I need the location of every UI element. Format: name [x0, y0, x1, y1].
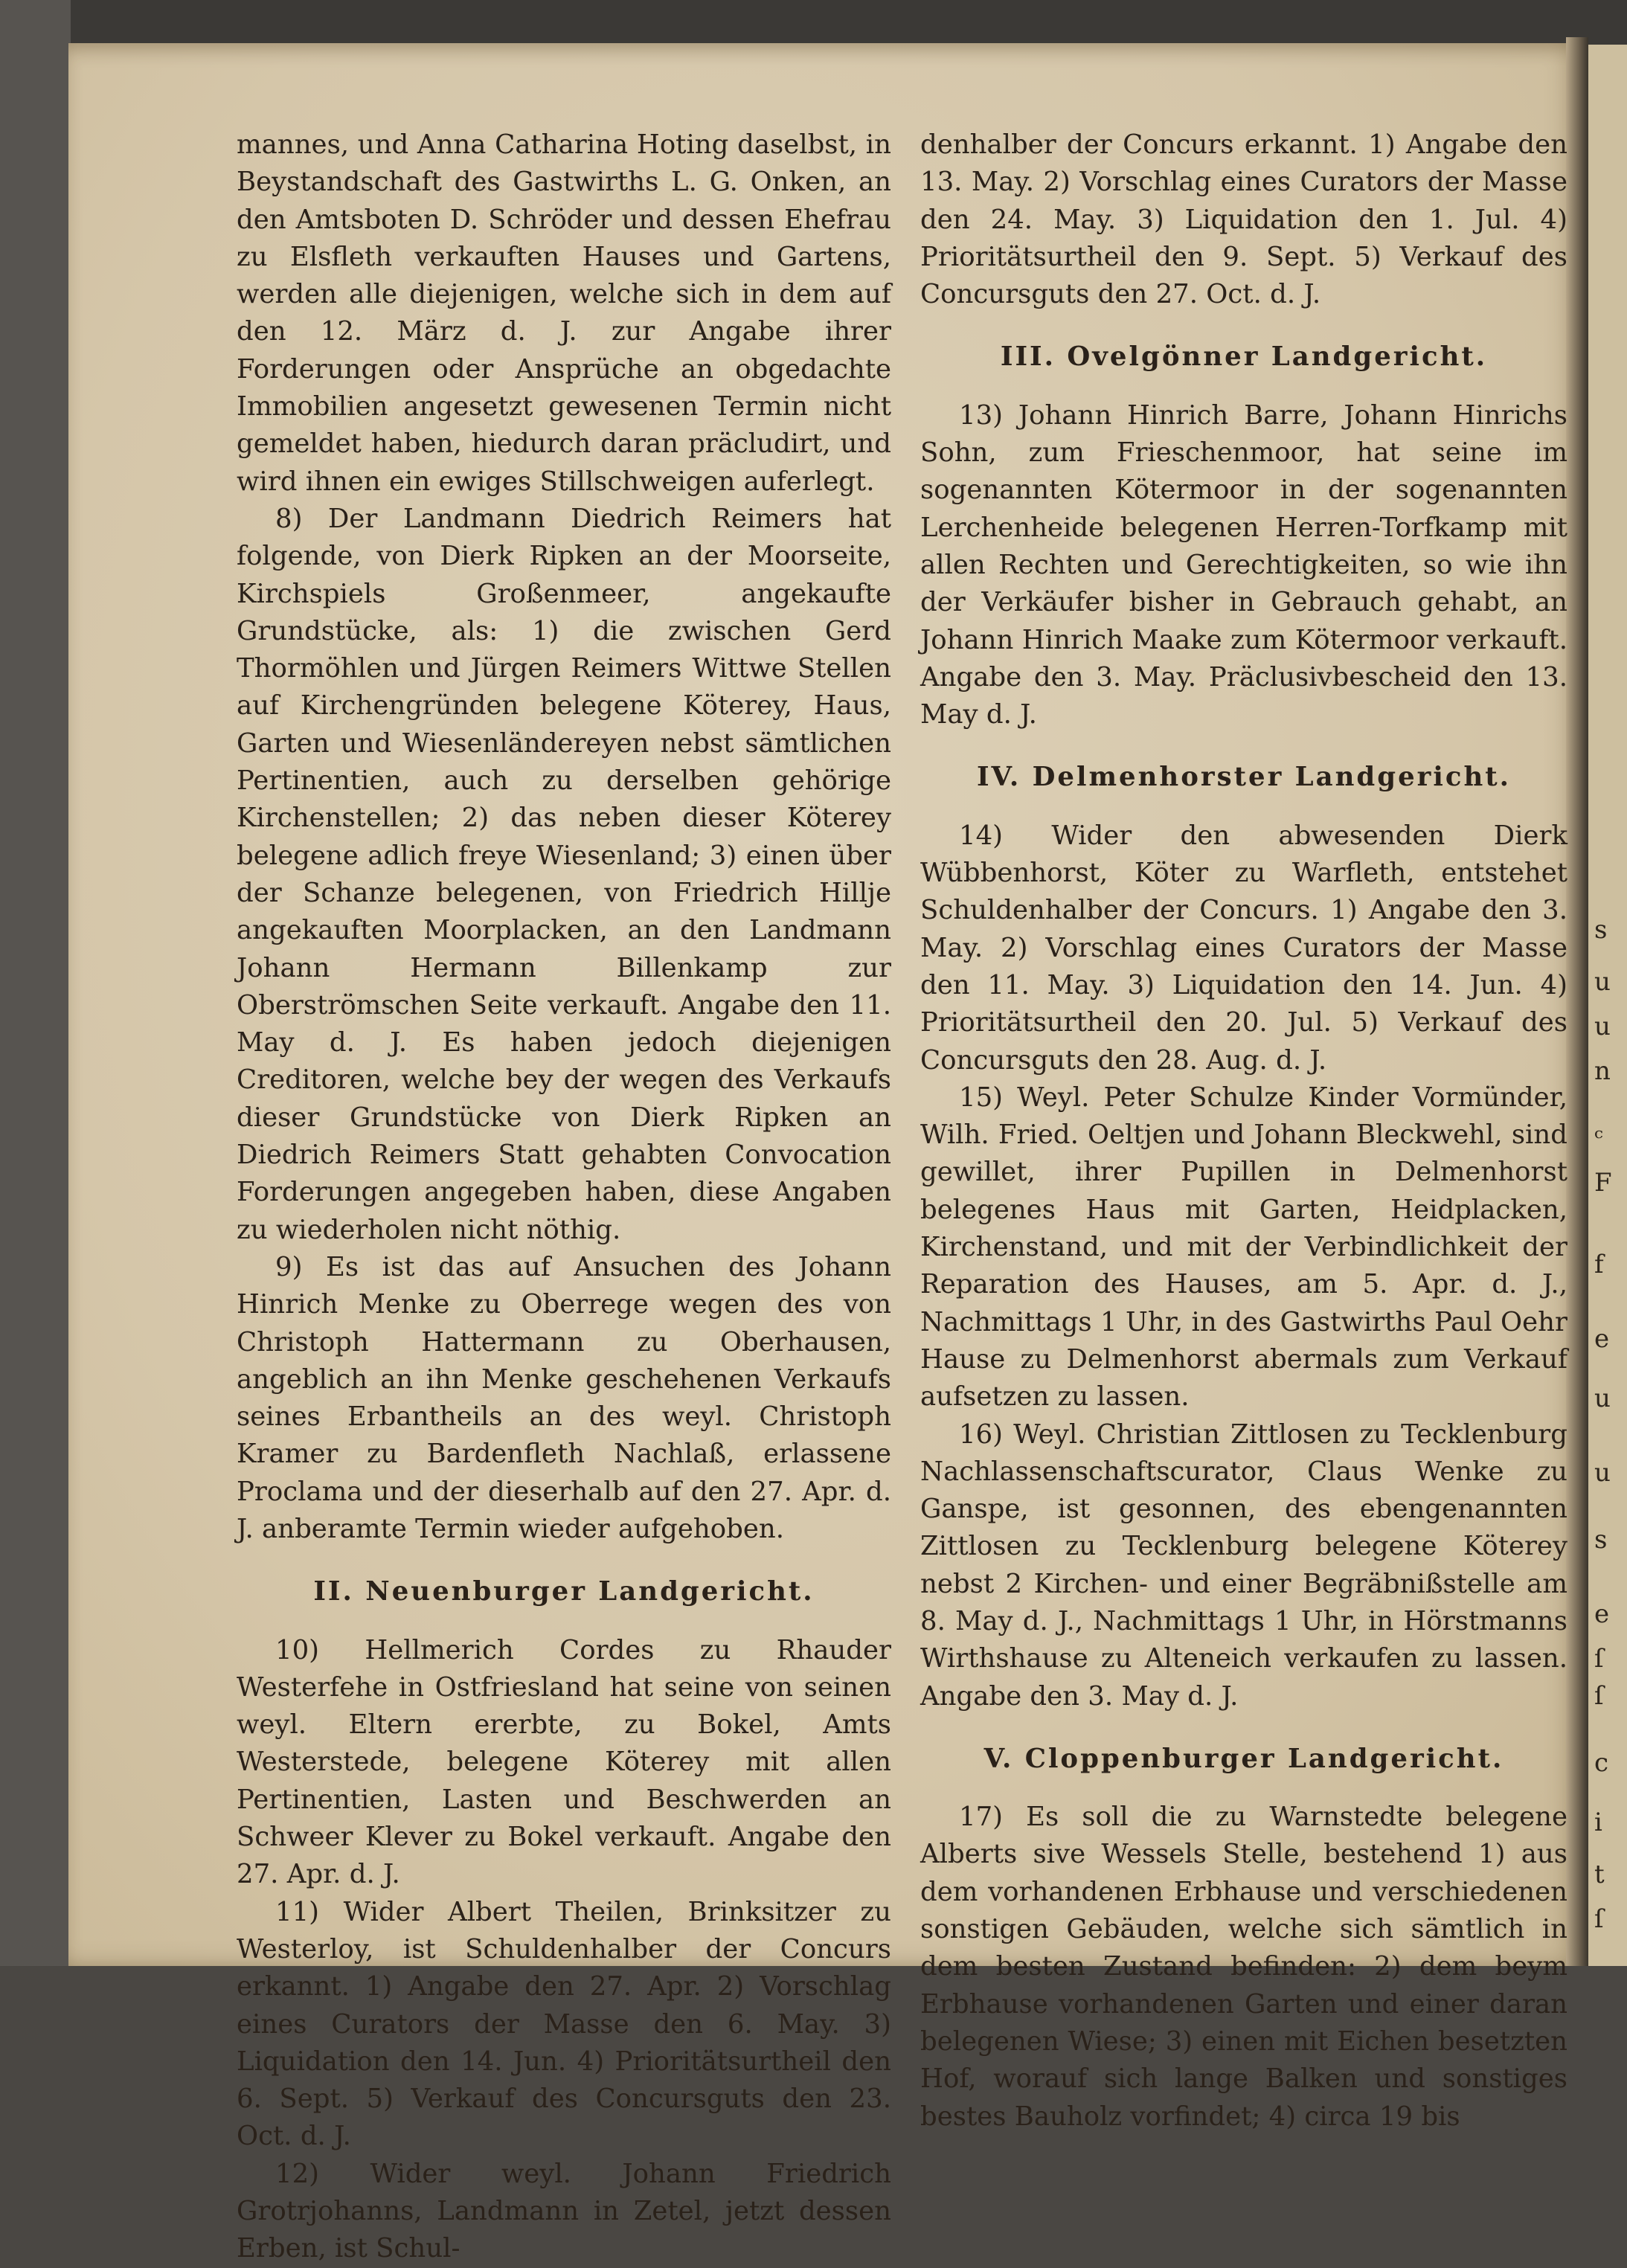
- paragraph-11: 11) Wider Albert Theilen, Brinksitzer zu Westerloy, ist Schuldenhalber der Concurs erkannt. 1) Angabe den 27. Apr. 2) Vorschlag eines Curators der Masse den 6. May. 3) Liquidation den 14. Jun. 4) Prioritätsurtheil den 6. Sept. 5) Verkauf des Concursguts den 23. Oct. d. J.: [237, 1896, 891, 2152]
- paragraph-continuation: mannes, und Anna Catharina Hoting daselbst, in Beystandschaft des Gastwirths L. G. Onken, an den Amtsboten D. Schröder und dessen Ehefrau zu Elsfleth verkauften Hauses und Gartens, werden alle diejenigen, welche sich in dem auf den 12. März d. J. zur Angabe ihrer Forderungen oder Ansprüche an obgedachte Immobilien angesetzt gewesenen Termin nicht gemeldet haben, hiedurch daran präcludirt, und wird ihnen ein ewiges Stillschweigen auferlegt.: [237, 129, 891, 497]
- next-page-char: ſ: [1594, 1904, 1604, 1934]
- section-heading-neuenburger: II. Neuenburger Landgericht.: [313, 1576, 815, 1607]
- next-page-char: i: [1594, 1808, 1602, 1837]
- next-page-edge: [1588, 45, 1627, 1966]
- next-page-char: F: [1594, 1168, 1612, 1198]
- book-gutter: [1566, 37, 1588, 1966]
- scanner-background-left: [0, 0, 71, 1966]
- right-text-column: [920, 126, 1567, 2136]
- paragraph-9: 9) Es ist das auf Ansuchen des Johann Hinrich Menke zu Oberrege wegen des von Christoph Hattermann zu Oberhausen, angeblich an ihn Menke geschehenen Verkaufs seines Erbantheils an des weyl. Christoph Kramer zu Bardenfleth Nachlaß, erlassene Proclama und der dieserhalb auf den 27. Apr. d. J. anberamte Termin wieder aufgehoben.: [237, 1251, 891, 1544]
- next-page-char: t: [1594, 1860, 1605, 1889]
- next-page-char: ſ: [1594, 1644, 1604, 1674]
- paragraph-14: 14) Wider den abwesenden Dierk Wübbenhorst, Köter zu Warfleth, entstehet Schuldenhalber der Concurs. 1) Angabe den 3. May. 2) Vorschlag eines Curators der Masse den 11. May. 3) Liquidation den 14. Jun. 4) Prioritätsurtheil den 20. Jul. 5) Verkauf des Concursguts den 28. Aug. d. J.: [920, 820, 1567, 1076]
- next-page-char: u: [1594, 1012, 1611, 1041]
- next-page-char: ſ: [1594, 1681, 1604, 1711]
- next-page-char: s: [1594, 915, 1608, 945]
- next-page-char: f: [1594, 1250, 1604, 1279]
- next-page-char: ᶜ: [1594, 1123, 1603, 1153]
- scanner-background-top: [0, 0, 1627, 45]
- paragraph-13: 13) Johann Hinrich Barre, Johann Hinrichs Sohn, zum Frieschenmoor, hat seine im sogenannten Kötermoor in der sogenannten Lerchenheide belegenen Herren-Torfkamp mit allen Rechten und Gerechtigkeiten, so wie ihn der Verkäufer bisher in Gebrauch gehabt, an Johann Hinrich Maake zum Kötermoor verkauft. Angabe den 3. May. Präclusivbescheid den 13. May d. J.: [920, 399, 1567, 730]
- paragraph-16: 16) Weyl. Christian Zittlosen zu Tecklenburg Nachlassenschaftscurator, Claus Wenke zu Ganspe, ist gesonnen, des ebengenannten Zittlosen zu Tecklenburg belegene Köterey nebst 2 Kirchen- und einer Begräbnißstelle am 8. May d. J., Nachmittags 1 Uhr, in Hörstmanns Wirthshause zu Alteneich verkaufen zu lassen. Angabe den 3. May d. J.: [920, 1419, 1567, 1712]
- left-text-column: [237, 126, 891, 2268]
- section-heading-ovelgoenner: III. Ovelgönner Landgericht.: [1000, 341, 1488, 373]
- section-heading-delmenhorster: IV. Delmenhorster Landgericht.: [976, 762, 1512, 793]
- next-page-char: u: [1594, 1384, 1611, 1413]
- paragraph-15: 15) Weyl. Peter Schulze Kinder Vormünder, Wilh. Fried. Oeltjen und Johann Bleckwehl, sind gewillet, ihrer Pupillen in Delmenhorst belegenes Haus mit Garten, Heidplacken, Kirchenstand, und mit der Verbindlichkeit der Reparation des Hauses, am 5. Apr. d. J., Nachmittags 1 Uhr, in des Gastwirths Paul Oehr Hause zu Delmenhorst abermals zum Verkauf aufsetzen zu lassen.: [920, 1082, 1567, 1413]
- paragraph-10: 10) Hellmerich Cordes zu Rhauder Westerfehe in Ostfriesland hat seine von seinen weyl. Eltern ererbte, zu Bokel, Amts Westerstede, belegene Köterey mit allen Pertinentien, Lasten und Beschwerden an Schweer Klever zu Bokel verkauft. Angabe den 27. Apr. d. J.: [237, 1634, 891, 1890]
- section-heading-cloppenburger: V. Cloppenburger Landgericht.: [983, 1743, 1504, 1774]
- next-page-char: c: [1594, 1748, 1609, 1778]
- next-page-char: s: [1594, 1525, 1608, 1555]
- next-page-char: u: [1594, 1458, 1611, 1488]
- paragraph-12: 12) Wider weyl. Johann Friedrich Grotrjohanns, Landmann in Zetel, jetzt dessen Erben, ist Schul-: [237, 2158, 891, 2264]
- next-page-char: u: [1594, 967, 1611, 997]
- paragraph-17: 17) Es soll die zu Warnstedte belegene Alberts sive Wessels Stelle, bestehend 1) aus dem vorhandenen Erbhause und verschiedenen sonstigen Gebäuden, welche sich sämtlich in dem besten Zustand befinden: 2) dem beym Erbhause vorhandenen Garten und einer daran belegenen Wiese; 3) einen mit Eichen besetzten Hof, worauf sich lange Balken und sonstiges bestes Bauholz vorfindet; 4) circa 19 bis: [920, 1802, 1567, 2132]
- next-page-char: e: [1594, 1324, 1610, 1354]
- paragraph-8: 8) Der Landmann Diedrich Reimers hat folgende, von Dierk Ripken an der Moorseite, Kirchspiels Großenmeer, angekaufte Grundstücke, als: 1) die zwischen Gerd Thormöhlen und Jürgen Reimers Wittwe Stellen auf Kirchengründen belegene Köterey, Haus, Garten und Wiesenländereyen nebst sämtlichen Pertinentien, auch zu derselben gehörige Kirchenstellen; 2) das neben dieser Köterey belegene adlich freye Wiesenland; 3) einen über der Schanze belegenen, von Friedrich Hillje angekauften Moorplacken, an den Landmann Johann Hermann Billenkamp zur Oberströmschen Seite verkauft. Angabe den 11. May d. J. Es haben jedoch diejenigen Creditoren, welche bey der wegen des Verkaufs dieser Grundstücke von Dierk Ripken an Diedrich Reimers Statt gehabten Convocation Forderungen angegeben haben, diese Angaben zu wiederholen nicht nöthig.: [237, 503, 891, 1245]
- paragraph-12-continuation: denhalber der Concurs erkannt. 1) Angabe den 13. May. 2) Vorschlag eines Curators der Masse den 24. May. 3) Liquidation den 1. Jul. 4) Prioritätsurtheil den 9. Sept. 5) Verkauf des Concursguts den 27. Oct. d. J.: [920, 129, 1567, 310]
- next-page-char: n: [1594, 1056, 1611, 1086]
- next-page-char: e: [1594, 1599, 1610, 1629]
